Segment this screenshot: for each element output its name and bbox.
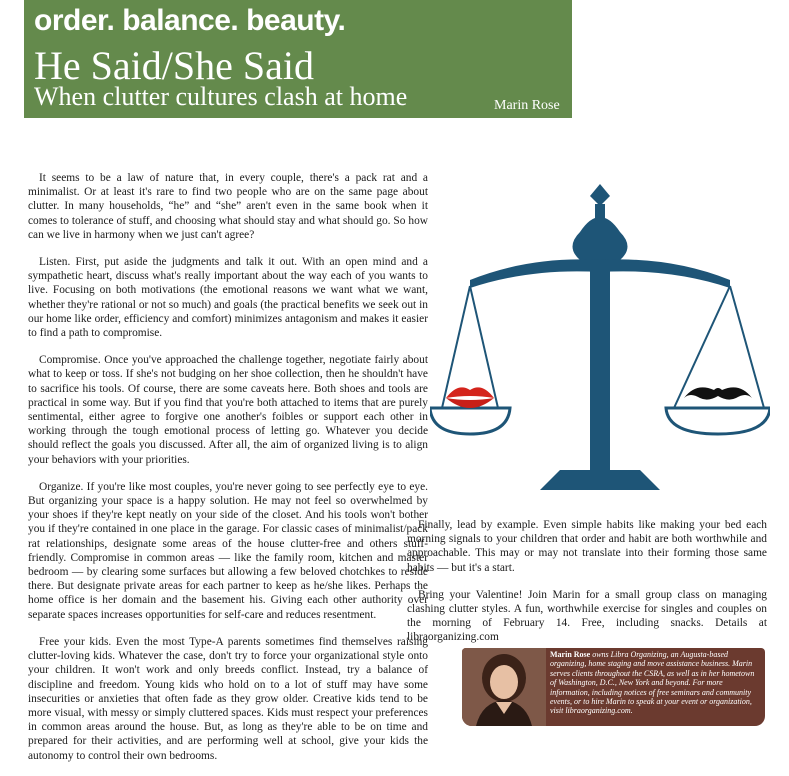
article-paragraph: Listen. First, put aside the judgments and talk it out. With an open mind and a sympathetic heart, discuss what's really important about the way each of you wants to live. Focusing on both motivations (the emotional reasons we want what we want, whether they're rational or not so much) and goals (the practical benefits we seek out in our home like order, efficiency and comfort) minimizes antagonism and makes it easier to find a path to compromise. <box>28 256 428 340</box>
article-paragraph: It seems to be a law of nature that, in every couple, there's a pack rat and a minimalist. Or at least it's rare to find two people who are on the same page about clutter. In many households, “he” and “she” aren't even in the same book when it comes to tolerance of stuff, and choosing what should stay and what should go. So how can we live in harmony when we just can't agree? <box>28 172 428 241</box>
lips-icon <box>446 387 494 408</box>
article-title: He Said/She Said <box>34 43 314 88</box>
author-photo <box>462 648 546 726</box>
balance-scale-illustration <box>430 172 770 512</box>
section-kicker: order. balance. beauty. <box>34 4 346 37</box>
article-paragraph: Bring your Valentine! Join Marin for a small group class on managing clashing clutter styles. A fun, worthwhile exercise for singles and couples on the morning of February 14. Free, including snacks. Details at libraorganizing.com <box>407 588 767 644</box>
article-left-column <box>28 171 428 776</box>
article-paragraph: Free your kids. Even the most Type-A parents sometimes find themselves raising clutter-loving kids. Whatever the case, don't try to force your organizational style onto your children. It won't work and only breeds conflict. Instead, try a balance of discipline and freedom. Young kids who hold on to a lot of stuff may have some insecurities or anxieties that often fade as they grow older. Creative kids tend to be more visual, with messy or simply cluttered spaces. Kids must respect your preferences in common areas around the house. But, as long as they're able to be on time and prepared for their activities, and are performing well at school, give your kids the autonomy to control their own bedrooms. <box>28 635 428 762</box>
article-paragraph: Compromise. Once you've approached the challenge together, negotiate fairly about what to keep or toss. If she's not budging on her shoe collection, then he shouldn't have to sacrifice his tools. Of course, there are some caveats here. Both shoes and tools are practical in some way. But if you find that you're both attached to items that are purely sentimental, either agree to forgive one another's foibles or support each other in working through the tough emotional process of letting go. Whatever you decide should reflect the goals you discussed. After all, the aim of organized living is to align your behaviors with your priorities. <box>28 354 428 466</box>
article-right-column <box>407 518 767 658</box>
article-paragraph: Finally, lead by example. Even simple habits like making your bed each morning signals to your children that order and habit are both worthwhile and approachable. This may or may not translate into their forming those same habits — but it's a start. <box>407 519 767 574</box>
author-bio-box <box>462 648 765 726</box>
article-paragraph: Organize. If you're like most couples, you're never going to see perfectly eye to eye. But organizing your space is a happy solution. He may not feel so overwhelmed by your shoes if they're kept neatly on your side of the closet. And his tools won't bother you if they're contained in one place in the garage. For classic cases of minimalist/pack rat relationships, designate some areas of the house clutter-free and others stuff-friendly. Compromise in common areas — like the family room, kitchen and master bedroom — by clearing some surfaces but allowing a few beloved chotchkes to reside there. But designate private areas for each partner to keep as he/she likes. Perhaps the home office is her domain and the basement his. Giving each other authority over separate spaces increases opportunities for self-care and reduces resentment. <box>28 480 428 621</box>
article-subtitle: When clutter cultures clash at home <box>34 82 408 111</box>
article-header <box>24 0 572 118</box>
author-byline: Marin Rose <box>494 98 560 113</box>
bio-name: Marin Rose <box>550 650 591 659</box>
bio-description: owns Libra Organizing, an Augusta-based organizing, home staging and move assistance business. Marin serves clients throughout the CSRA, as well as in her hometown of Washington, D.C., New York and beyond. For more information, including notices of free seminars and community events, or to hire Marin to speak at your event or organization, visit libraorganizing.com. <box>550 650 755 716</box>
author-bio <box>550 650 762 716</box>
mustache-icon <box>684 387 752 399</box>
